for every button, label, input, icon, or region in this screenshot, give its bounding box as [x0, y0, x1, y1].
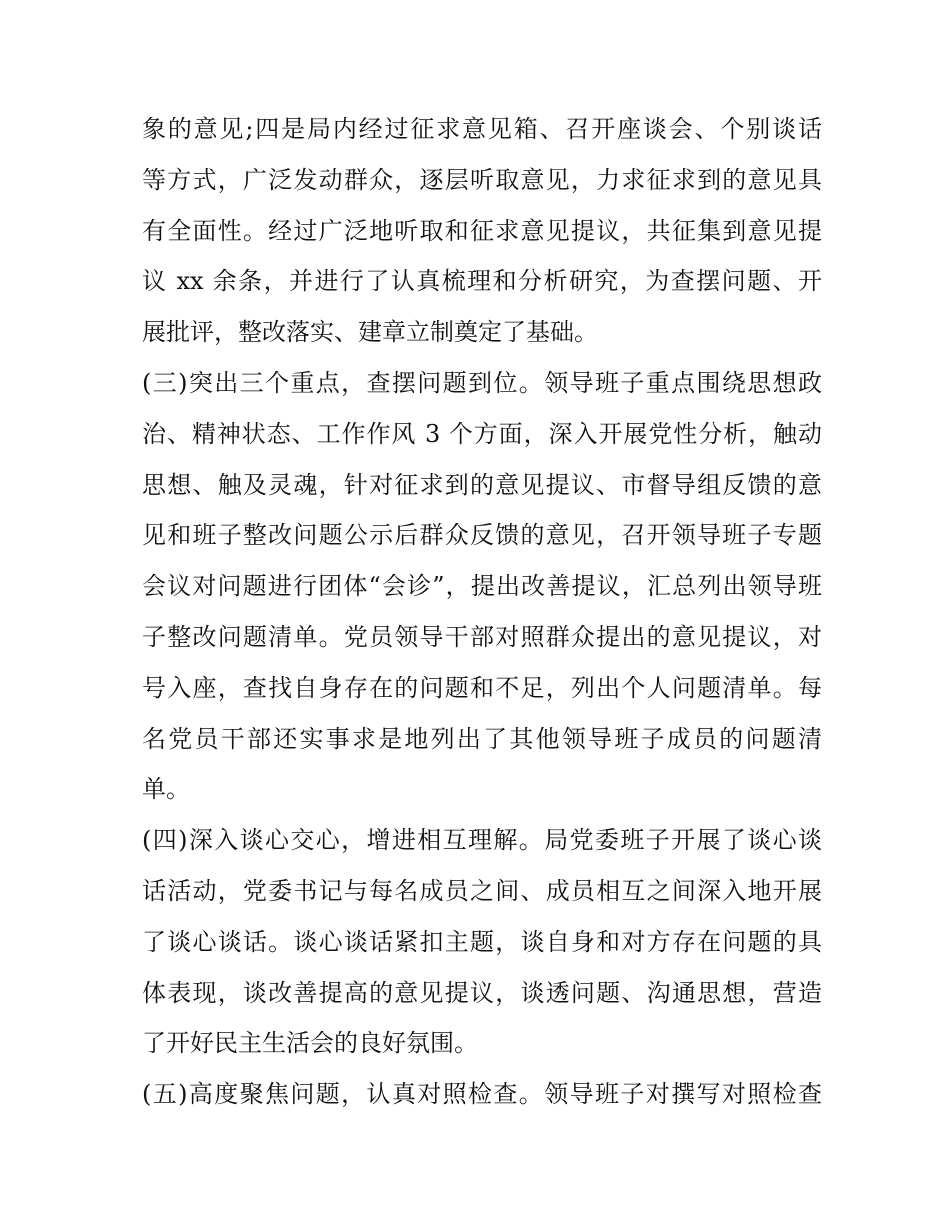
text-line: 子整改问题清单。党员领导干部对照群众提出的意见提议，对 — [142, 622, 822, 651]
text-line: 体表现，谈改善提高的意见提议，谈透问题、沟通思想，营造 — [142, 978, 822, 1007]
text-line: 名党员干部还实事求是地列出了其他领导班子成员的问题清 — [142, 724, 822, 753]
text-line: (三)突出三个重点，查摆问题到位。领导班子重点围绕思想政 — [142, 368, 822, 397]
text-line: 治、精神状态、工作作风 3 个方面，深入开展党性分析，触动 — [142, 419, 822, 448]
text-line: 了开好民主生活会的良好氛围。 — [142, 1029, 478, 1058]
text-line: 了谈心谈话。谈心谈话紧扣主题，谈自身和对方存在问题的具 — [142, 927, 822, 956]
text-line: 思想、触及灵魂，针对征求到的意见提议、市督导组反馈的意 — [142, 470, 822, 499]
text-line: (四)深入谈心交心，增进相互理解。局党委班子开展了谈心谈 — [142, 826, 822, 855]
text-line: 见和班子整改问题公示后群众反馈的意见，召开领导班子专题 — [142, 521, 822, 550]
body-text — [142, 104, 822, 1120]
text-line: 等方式，广泛发动群众，逐层听取意见，力求征求到的意见具 — [142, 165, 822, 194]
text-line: 展批评，整改落实、建章立制奠定了基础。 — [142, 318, 598, 347]
text-line: 象的意见;四是局内经过征求意见箱、召开座谈会、个别谈话 — [142, 115, 822, 143]
text-line: (五)高度聚焦问题，认真对照检查。领导班子对撰写对照检查 — [142, 1080, 822, 1109]
text-line: 有全面性。经过广泛地听取和征求意见提议，共征集到意见提 — [142, 216, 822, 245]
text-line: 单。 — [142, 775, 190, 804]
text-line: 话活动，党委书记与每名成员之间、成员相互之间深入地开展 — [142, 876, 822, 905]
text-line: 号入座，查找自身存在的问题和不足，列出个人问题清单。每 — [142, 673, 822, 702]
text-line: 议 xx 余条，并进行了认真梳理和分析研究，为查摆问题、开 — [142, 267, 822, 296]
text-line: 会议对问题进行团体“会诊”，提出改善提议，汇总列出领导班 — [142, 572, 822, 601]
